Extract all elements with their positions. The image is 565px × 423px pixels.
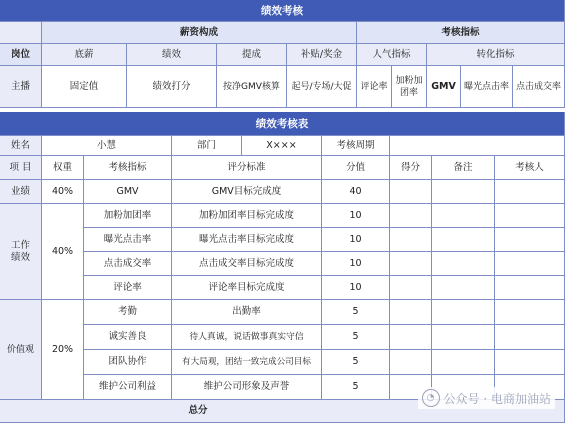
- table1-val-commission: 按净GMV核算: [217, 66, 287, 108]
- values-standard-3: 有大局观，团结一致完成公司目标: [172, 350, 322, 375]
- dept-value: X×××: [242, 136, 322, 156]
- values-indicator-3: 团队协作: [84, 350, 172, 375]
- hdr-assessor: 考核人: [495, 156, 565, 180]
- table1-col-conversion: 转化指标: [427, 44, 565, 66]
- table-row: [84, 276, 565, 300]
- table1-val-gmv: GMV: [427, 66, 461, 108]
- work-indicator-3: 点击成交率: [84, 252, 172, 276]
- values-standard-1: 出勤率: [172, 300, 322, 325]
- period-value: [390, 136, 565, 156]
- values-standard-4: 维护公司形象及声誉: [172, 375, 322, 400]
- table1-group-indicator: 考核指标: [357, 22, 565, 44]
- work-score-2: 10: [322, 228, 390, 252]
- work-standard-2: 曝光点击率目标完成度: [172, 228, 322, 252]
- hdr-note: 备注: [432, 156, 495, 180]
- sales-standard: GMV目标完成度: [172, 180, 322, 204]
- values-category: 价值观: [0, 300, 42, 400]
- values-score-3: 5: [322, 350, 390, 375]
- table-row: [84, 204, 565, 228]
- table1-val-bonus: 起号/专场/大促: [287, 66, 357, 108]
- sales-indicator: GMV: [84, 180, 172, 204]
- wechat-logo-icon: ◔: [422, 389, 440, 407]
- table1-corner: [0, 22, 42, 44]
- table-row: [84, 325, 565, 350]
- sales-assessor: [495, 180, 565, 204]
- table-row: [84, 228, 565, 252]
- table-row: [84, 300, 565, 325]
- table1-val-base: 固定值: [42, 66, 127, 108]
- table1-col-perf: 绩效: [127, 44, 217, 66]
- total-label: 总分: [0, 400, 565, 423]
- table1-group-salary: 薪资构成: [42, 22, 357, 44]
- table1-val-exposure-rate: 曝光点击率: [461, 66, 513, 108]
- values-weight: 20%: [42, 300, 84, 400]
- values-indicator-4: 维护公司利益: [84, 375, 172, 400]
- table-row: [84, 252, 565, 276]
- sales-score: 40: [322, 180, 390, 204]
- name-value: 小慧: [42, 136, 172, 156]
- work-category: 工作绩效: [0, 204, 42, 300]
- work-standard-3: 点击成交率目标完成度: [172, 252, 322, 276]
- work-score-4: 10: [322, 276, 390, 300]
- sales-note: [432, 180, 495, 204]
- table1-val-click-rate: 点击成交率: [513, 66, 565, 108]
- work-score-1: 10: [322, 204, 390, 228]
- sales-weight: 40%: [42, 180, 84, 204]
- table1-val-comment-rate: 评论率: [357, 66, 392, 108]
- table1-col-base: 底薪: [42, 44, 127, 66]
- hdr-item: 项 目: [0, 156, 42, 180]
- work-indicator-4: 评论率: [84, 276, 172, 300]
- watermark-text: 公众号 · 电商加油站: [443, 391, 551, 406]
- hdr-indicator: 考核指标: [84, 156, 172, 180]
- values-score-1: 5: [322, 300, 390, 325]
- watermark: [418, 387, 555, 409]
- table1-col-bonus: 补贴/奖金: [287, 44, 357, 66]
- work-standard-4: 评论率目标完成度: [172, 276, 322, 300]
- table1-col-popularity: 人气指标: [357, 44, 427, 66]
- values-indicator-1: 考勤: [84, 300, 172, 325]
- sales-category: 业绩: [0, 180, 42, 204]
- period-label: 考核周期: [322, 136, 390, 156]
- hdr-got: 得分: [390, 156, 432, 180]
- values-score-4: 5: [322, 375, 390, 400]
- name-label: 姓名: [0, 136, 42, 156]
- hdr-standard: 评分标准: [172, 156, 322, 180]
- table1-col-commission: 提成: [217, 44, 287, 66]
- work-indicator-2: 曝光点击率: [84, 228, 172, 252]
- values-indicator-2: 诚实善良: [84, 325, 172, 350]
- table1-val-perf: 绩效打分: [127, 66, 217, 108]
- sales-got: [390, 180, 432, 204]
- values-score-2: 5: [322, 325, 390, 350]
- table2-title: 绩效考核表: [0, 112, 565, 136]
- dept-label: 部门: [172, 136, 242, 156]
- table1-title: 绩效考核: [0, 0, 565, 22]
- table1-col-position: 岗位: [0, 44, 42, 66]
- table1-role: 主播: [0, 66, 42, 108]
- table1-val-fan-rate: 加粉加团率: [392, 66, 427, 108]
- values-standard-2: 待人真诚，说话做事真实守信: [172, 325, 322, 350]
- work-score-3: 10: [322, 252, 390, 276]
- table-row: [84, 350, 565, 375]
- work-weight: 40%: [42, 204, 84, 300]
- work-standard-1: 加粉加团率目标完成度: [172, 204, 322, 228]
- work-indicator-1: 加粉加团率: [84, 204, 172, 228]
- hdr-weight: 权重: [42, 156, 84, 180]
- hdr-score: 分值: [322, 156, 390, 180]
- table-row: [0, 180, 565, 204]
